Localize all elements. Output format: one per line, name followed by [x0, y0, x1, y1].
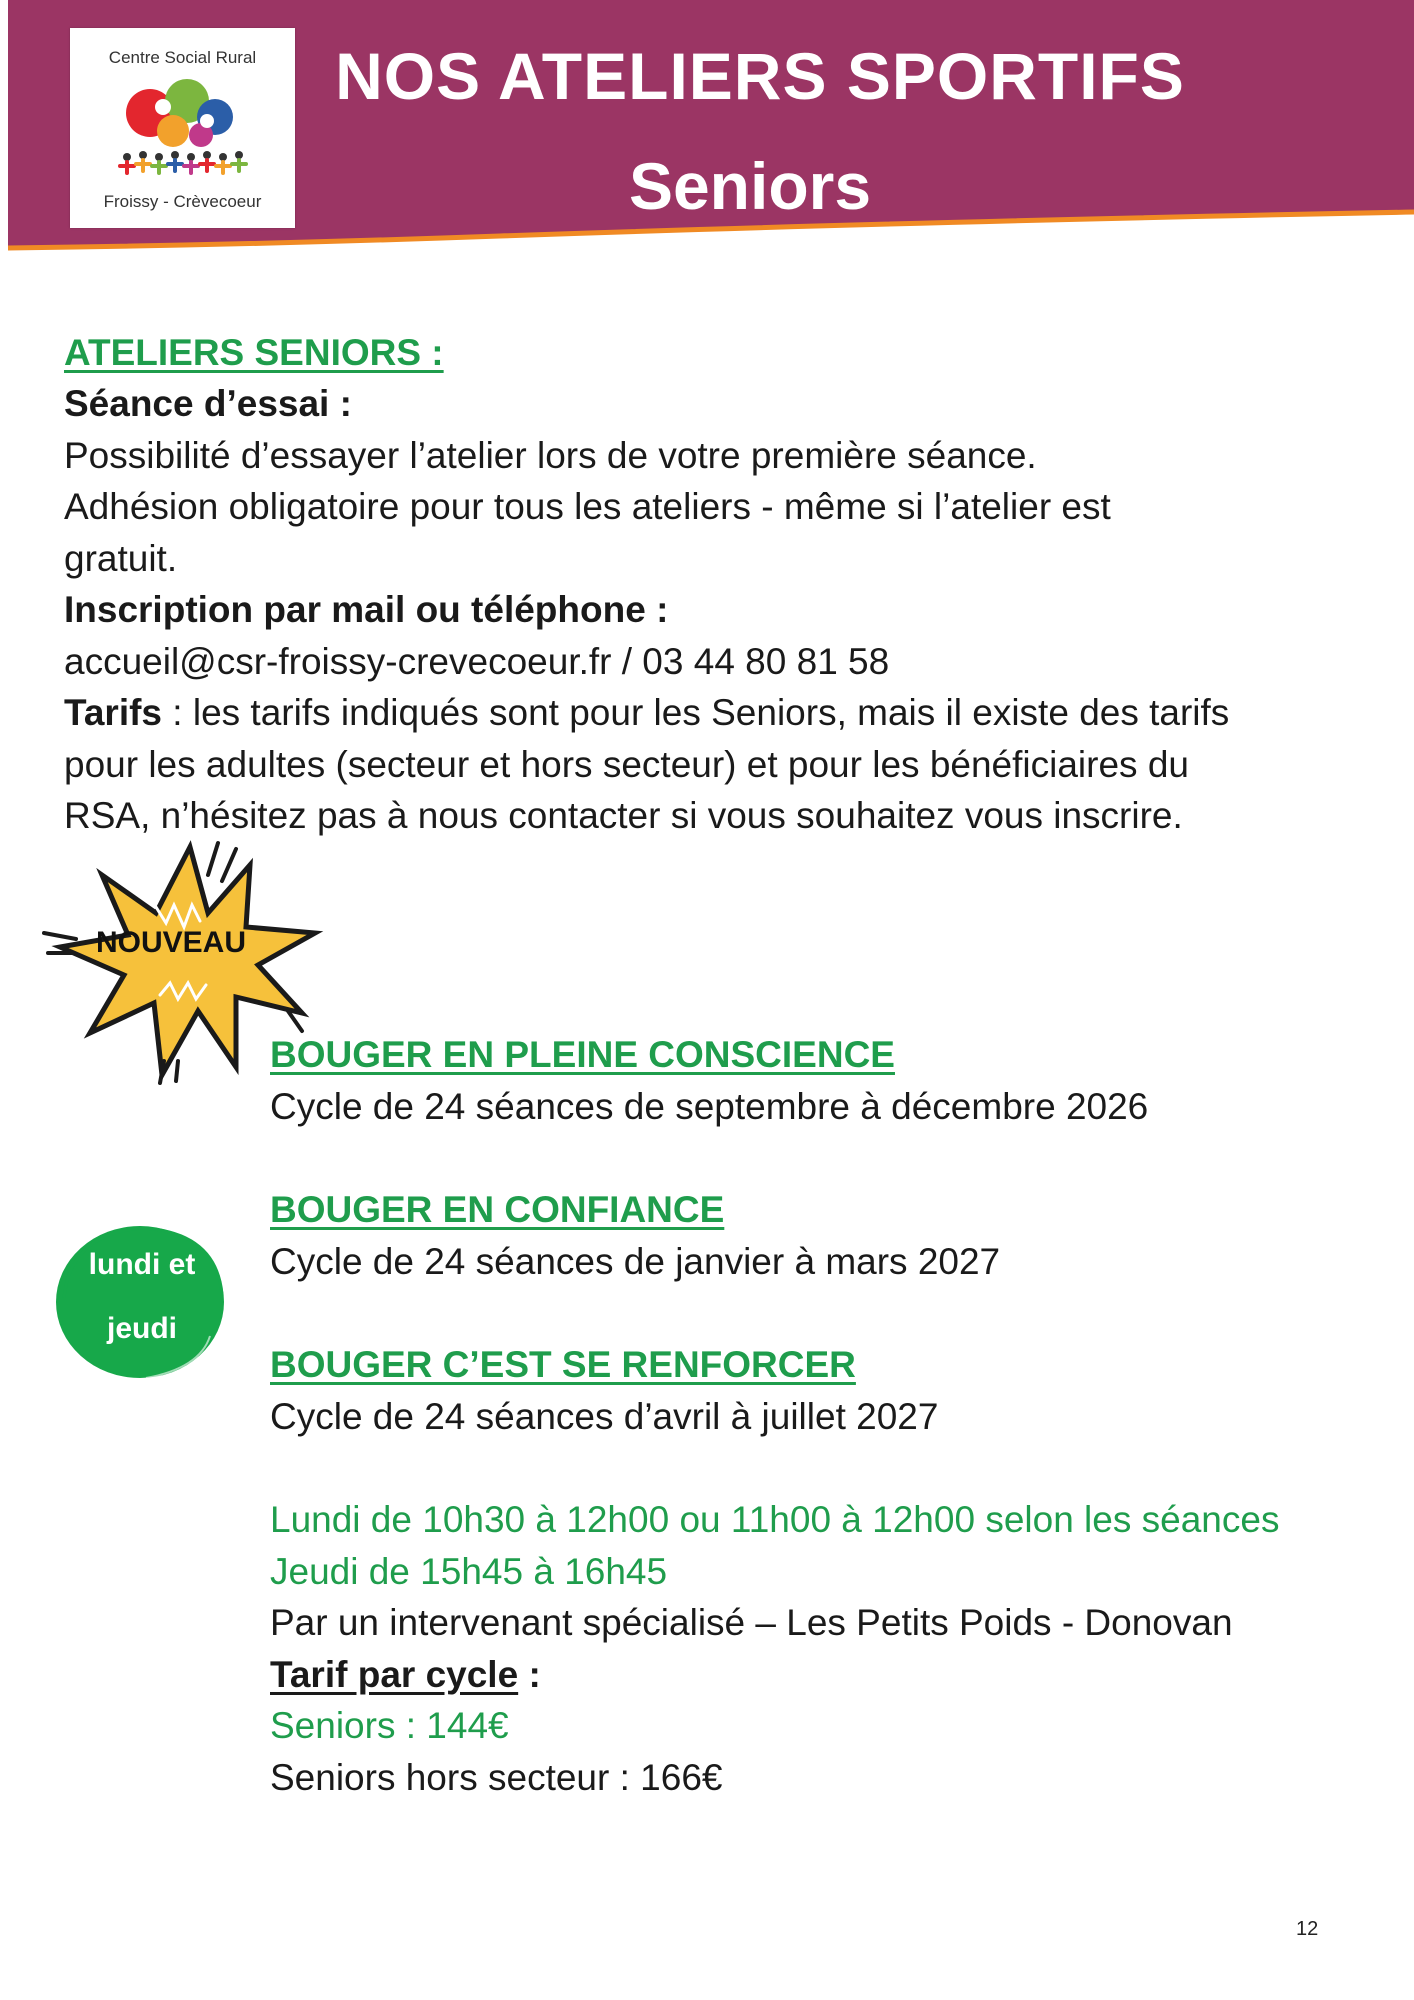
tarifs-label: Tarifs: [64, 692, 163, 733]
logo: [70, 28, 295, 228]
trial-label: Séance d’essai :: [64, 383, 352, 424]
page-subtitle: Seniors: [628, 149, 872, 223]
price-seniors: Seniors : 144€: [270, 1705, 509, 1746]
program-title-3: BOUGER C’EST SE RENFORCER: [270, 1344, 856, 1385]
program-title-2: BOUGER EN CONFIANCE: [270, 1189, 725, 1230]
program-cycle-1: Cycle de 24 séances de septembre à décembre 2026: [270, 1086, 1149, 1127]
instructor-text: Par un intervenant spécialisé – Les Petits Poids - Donovan: [270, 1602, 1233, 1643]
membership-text-2: gratuit.: [64, 538, 178, 579]
tarifs-text-3: RSA, n’hésitez pas à nous contacter si vous souhaitez vous inscrire.: [64, 795, 1183, 836]
page-number: 12: [1296, 1918, 1319, 1940]
logo-line2: Froissy - Crèvecoeur: [103, 192, 262, 211]
section-heading: ATELIERS SENIORS :: [64, 332, 444, 373]
tarifs-text-1: [64, 687, 1229, 739]
logo-handprints-icon: [115, 73, 255, 178]
page-title: NOS ATELIERS SPORTIFS: [335, 39, 1185, 113]
program-cycle-2: Cycle de 24 séances de janvier à mars 2027: [270, 1241, 1001, 1282]
days-label-1: lundi et: [88, 1248, 196, 1281]
signup-contact: accueil@csr-froissy-crevecoeur.fr / 03 44 80 81 58: [64, 641, 890, 682]
days-label-2: jeudi: [106, 1312, 177, 1345]
program-cycle-3: Cycle de 24 séances d’avril à juillet 2027: [270, 1396, 939, 1437]
schedule-thursday: Jeudi de 15h45 à 16h45: [270, 1551, 668, 1592]
price-seniors-outside: Seniors hors secteur : 166€: [270, 1757, 723, 1798]
logo-line1: Centre Social Rural: [108, 48, 257, 67]
membership-text-1: Adhésion obligatoire pour tous les ateliers - même si l’atelier est: [64, 486, 1111, 527]
nouveau-label: NOUVEAU: [96, 926, 247, 959]
trial-text: Possibilité d’essayer l’atelier lors de votre première séance.: [64, 435, 1037, 476]
program-title-1: BOUGER EN PLEINE CONSCIENCE: [270, 1034, 895, 1075]
pricing-heading: [270, 1649, 541, 1701]
days-badge-icon: [50, 1218, 230, 1383]
schedule-monday: Lundi de 10h30 à 12h00 ou 11h00 à 12h00 selon les séances: [270, 1499, 1280, 1540]
tarifs-text-2: pour les adultes (secteur et hors secteur) et pour les bénéficiaires du: [64, 744, 1189, 785]
pricing-label: Tarif par cycle: [270, 1654, 519, 1695]
pricing-label-suffix: :: [518, 1654, 541, 1695]
tarifs-text: : les tarifs indiqués sont pour les Seniors, mais il existe des tarifs: [162, 692, 1230, 733]
signup-label: Inscription par mail ou téléphone :: [64, 589, 669, 630]
